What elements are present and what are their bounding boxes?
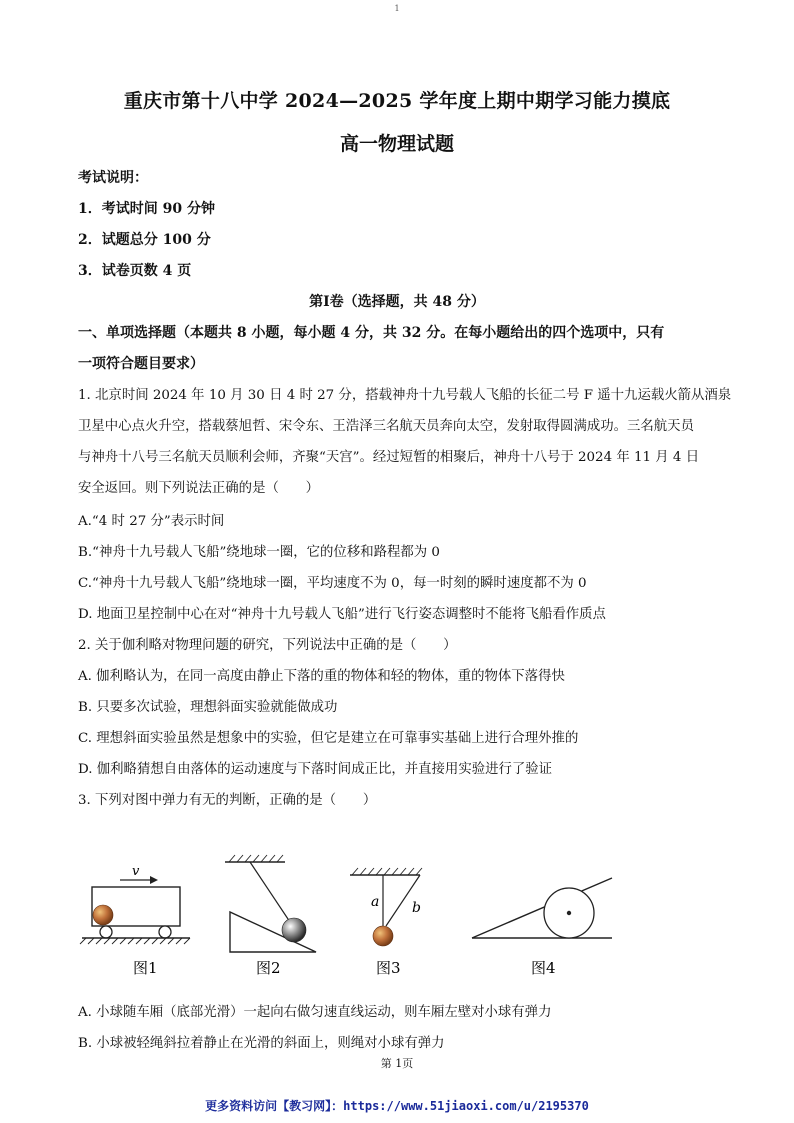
q2-option-d: D. 伽利略猜想自由落体的运动速度与下落时间成正比，并直接用实验进行了验证 [78,762,553,777]
exam-subtitle: 高一物理试题 [339,133,454,155]
figure2-caption: 图2 [256,959,281,977]
exam-note-2: 2．试题总分 100 分 [78,232,211,248]
q2-option-b: B. 只要多次试验，理想斜面实验就能做成功 [78,700,338,715]
q1-option-d: D. 地面卫星控制中心在对“神舟十九号载人飞船”进行飞行姿态调整时不能将飞船看作质点 [78,607,606,622]
resource-banner-link[interactable]: 更多资料访问【教习网】：https://www.51jiaoxi.com/u/2195370 [205,1099,589,1113]
q1-option-a: A.“4 时 27 分”表示时间 [78,514,225,529]
exam-note-1: 1．考试时间 90 分钟 [78,201,215,217]
q2-option-c: C. 理想斜面实验虽然是想象中的实验，但它是建立在可靠事实基础上进行合理外推的 [78,731,579,746]
page-footer: 第 1页 [380,1057,414,1070]
q1-line-1: 1. 北京时间 2024 年 10 月 30 日 4 时 27 分，搭载神舟十九号载人飞船的长征二号 F 遥十九运载火箭从酒泉 [78,388,732,403]
part1-heading-line2: 一项符合题目要求） [78,356,204,372]
q3-figures [0,840,794,980]
figure1-caption: 图1 [133,959,158,977]
figure3-caption: 图3 [376,959,401,977]
q1-option-c: C.“神舟十九号载人飞船”绕地球一圈，平均速度不为 0，每一时刻的瞬时速度都不为 0 [78,576,587,591]
q1-line-2: 卫星中心点火升空，搭载蔡旭哲、宋令东、王浩泽三名航天员奔向太空，发射取得圆满成功。三名航天员 [78,419,694,434]
q2-stem: 2. 关于伽利略对物理问题的研究，下列说法中正确的是（ ） [78,638,457,653]
string-a-label: a [371,894,380,910]
figure4-cylinder [472,878,612,938]
string-b-label: b [412,900,421,916]
exam-note-3: 3．试卷页数 4 页 [78,263,192,279]
figure2-incline [225,855,316,952]
part1-heading-line1: 一、单项选择题（本题共 8 小题，每小题 4 分，共 32 分。在每小题给出的四个选项中，只有 [78,325,665,341]
q1-line-3: 与神舟十八号三名航天员顺利会师，齐聚“天宫”。经过短暂的相聚后，神舟十八号于 2024 年 11 月 4 日 [78,450,700,465]
page-top-number: 1 [394,4,400,13]
q1-line-4: 安全返回。则下列说法正确的是（ ） [78,481,320,496]
section1-heading: 第Ⅰ卷（选择题，共 48 分） [309,294,485,310]
q1-option-b: B.“神舟十九号载人飞船”绕地球一圈，它的位移和路程都为 0 [78,545,440,560]
figure4-caption: 图4 [531,959,556,977]
q3-option-a: A. 小球随车厢（底部光滑）一起向右做匀速直线运动，则车厢左壁对小球有弹力 [78,1005,552,1020]
velocity-label: v [132,864,140,879]
exam-notes-heading: 考试说明： [78,170,148,186]
figure1-cart [80,864,190,944]
q3-stem: 3. 下列对图中弹力有无的判断，正确的是（ ） [78,793,377,808]
q3-option-b: B. 小球被轻绳斜拉着静止在光滑的斜面上，则绳对小球有弹力 [78,1036,445,1051]
q2-option-a: A. 伽利略认为，在同一高度由静止下落的重的物体和轻的物体，重的物体下落得快 [78,669,565,684]
figure3-hanging-ball [350,868,422,946]
exam-title: 重庆市第十八中学 2024—2025 学年度上期中期学习能力摸底 [123,90,671,112]
